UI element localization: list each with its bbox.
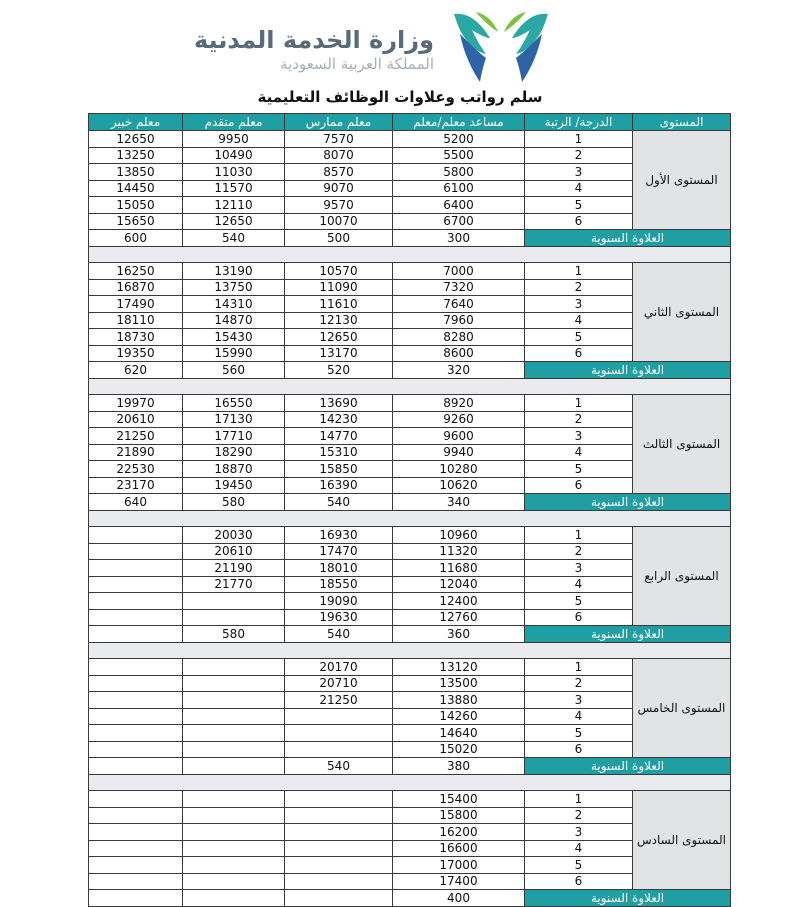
- grade-cell: 2: [525, 807, 633, 824]
- salary-cell: 17130: [183, 411, 285, 428]
- table-row: [89, 791, 731, 808]
- level-separator: [89, 246, 731, 263]
- grade-cell: 5: [525, 593, 633, 610]
- annual-raise-label: العلاوة السنوية: [525, 494, 731, 511]
- salary-cell: [285, 824, 393, 841]
- salary-cell: 11320: [393, 543, 525, 560]
- salary-cell: 15650: [89, 213, 183, 230]
- raise-value-cell: 540: [285, 626, 393, 643]
- raise-value-cell: 560: [183, 362, 285, 379]
- grade-cell: 5: [525, 329, 633, 346]
- salary-cell: 19450: [183, 477, 285, 494]
- column-header: معلم خبير: [89, 114, 183, 131]
- grade-cell: 6: [525, 741, 633, 758]
- raise-value-cell: 520: [285, 362, 393, 379]
- salary-cell: 9070: [285, 180, 393, 197]
- salary-cell: 10620: [393, 477, 525, 494]
- salary-cell: 16250: [89, 263, 183, 280]
- salary-cell: [183, 675, 285, 692]
- salary-cell: [89, 791, 183, 808]
- page-header: [0, 0, 806, 112]
- grade-cell: 5: [525, 461, 633, 478]
- salary-cell: 15800: [393, 807, 525, 824]
- salary-cell: 16200: [393, 824, 525, 841]
- raise-value-cell: [89, 626, 183, 643]
- raise-value-cell: 340: [393, 494, 525, 511]
- salary-cell: 20610: [89, 411, 183, 428]
- raise-value-cell: 620: [89, 362, 183, 379]
- table-row: [89, 263, 731, 280]
- salary-cell: 21190: [183, 560, 285, 577]
- salary-cell: [285, 741, 393, 758]
- salary-cell: 17400: [393, 873, 525, 890]
- salary-cell: 16600: [393, 840, 525, 857]
- salary-cell: 9950: [183, 131, 285, 148]
- salary-cell: 12110: [183, 197, 285, 214]
- annual-raise-row: [89, 362, 731, 379]
- salary-cell: 19350: [89, 345, 183, 362]
- level-name-cell: المستوى الأول: [633, 131, 731, 230]
- separator-cell: [89, 642, 731, 659]
- page-title: سلم رواتب وعلاوات الوظائف التعليمية: [257, 88, 543, 106]
- grade-cell: 4: [525, 180, 633, 197]
- salary-cell: 9940: [393, 444, 525, 461]
- raise-value-cell: [89, 758, 183, 775]
- salary-cell: 18290: [183, 444, 285, 461]
- salary-cell: [89, 576, 183, 593]
- salary-cell: 12130: [285, 312, 393, 329]
- column-header: معلم متقدم: [183, 114, 285, 131]
- raise-value-cell: 580: [183, 626, 285, 643]
- salary-cell: [183, 609, 285, 626]
- salary-cell: 14640: [393, 725, 525, 742]
- salary-cell: 8600: [393, 345, 525, 362]
- salary-cell: 8280: [393, 329, 525, 346]
- grade-cell: 3: [525, 692, 633, 709]
- salary-cell: 14450: [89, 180, 183, 197]
- salary-cell: 8920: [393, 395, 525, 412]
- salary-cell: [89, 560, 183, 577]
- grade-cell: 6: [525, 873, 633, 890]
- annual-raise-label: العلاوة السنوية: [525, 362, 731, 379]
- level-name-cell: المستوى الخامس: [633, 659, 731, 758]
- salary-cell: [285, 708, 393, 725]
- raise-value-cell: 320: [393, 362, 525, 379]
- salary-cell: 9260: [393, 411, 525, 428]
- salary-cell: 14310: [183, 296, 285, 313]
- raise-value-cell: 400: [393, 890, 525, 907]
- salary-cell: [89, 840, 183, 857]
- column-header: الدرجة/ الرتبة: [525, 114, 633, 131]
- salary-cell: 20170: [285, 659, 393, 676]
- raise-value-cell: 540: [285, 494, 393, 511]
- annual-raise-label: العلاوة السنوية: [525, 890, 731, 907]
- grade-cell: 2: [525, 543, 633, 560]
- salary-cell: [183, 725, 285, 742]
- salary-cell: [285, 857, 393, 874]
- salary-cell: 21770: [183, 576, 285, 593]
- salary-cell: 21890: [89, 444, 183, 461]
- salary-cell: 11090: [285, 279, 393, 296]
- salary-cell: 18110: [89, 312, 183, 329]
- salary-cell: 13690: [285, 395, 393, 412]
- salary-cell: 12650: [183, 213, 285, 230]
- salary-cell: 21250: [89, 428, 183, 445]
- salary-cell: 14260: [393, 708, 525, 725]
- salary-cell: [89, 741, 183, 758]
- salary-cell: 17490: [89, 296, 183, 313]
- salary-cell: 15430: [183, 329, 285, 346]
- column-header: مساعد معلم/معلم: [393, 114, 525, 131]
- salary-cell: 15990: [183, 345, 285, 362]
- grade-cell: 1: [525, 131, 633, 148]
- salary-cell: 6700: [393, 213, 525, 230]
- raise-value-cell: 540: [183, 230, 285, 247]
- grade-cell: 1: [525, 395, 633, 412]
- grade-cell: 3: [525, 164, 633, 181]
- grade-cell: 6: [525, 213, 633, 230]
- salary-cell: 19970: [89, 395, 183, 412]
- grade-cell: 5: [525, 857, 633, 874]
- raise-value-cell: 300: [393, 230, 525, 247]
- salary-cell: 12760: [393, 609, 525, 626]
- salary-cell: [89, 725, 183, 742]
- raise-value-cell: [183, 890, 285, 907]
- salary-cell: 8570: [285, 164, 393, 181]
- grade-cell: 4: [525, 840, 633, 857]
- annual-raise-row: [89, 494, 731, 511]
- annual-raise-label: العلاوة السنوية: [525, 758, 731, 775]
- table-row: [89, 131, 731, 148]
- grade-cell: 6: [525, 345, 633, 362]
- salary-cell: [183, 873, 285, 890]
- salary-cell: 13250: [89, 147, 183, 164]
- salary-cell: [89, 675, 183, 692]
- salary-cell: 17710: [183, 428, 285, 445]
- salary-cell: 5800: [393, 164, 525, 181]
- salary-cell: 20030: [183, 527, 285, 544]
- raise-value-cell: [89, 890, 183, 907]
- level-separator: [89, 510, 731, 527]
- grade-cell: 1: [525, 791, 633, 808]
- grade-cell: 3: [525, 560, 633, 577]
- grade-cell: 5: [525, 197, 633, 214]
- salary-cell: [183, 708, 285, 725]
- salary-cell: [183, 824, 285, 841]
- grade-cell: 6: [525, 609, 633, 626]
- salary-cell: [183, 840, 285, 857]
- salary-cell: 13170: [285, 345, 393, 362]
- table-body: [89, 131, 731, 907]
- salary-cell: [89, 807, 183, 824]
- grade-cell: 1: [525, 263, 633, 280]
- ministry-name-block: [194, 26, 434, 74]
- salary-cell: 7000: [393, 263, 525, 280]
- salary-cell: 18010: [285, 560, 393, 577]
- salary-cell: 13120: [393, 659, 525, 676]
- ministry-logo-icon: [446, 8, 556, 86]
- salary-cell: 11570: [183, 180, 285, 197]
- raise-value-cell: 580: [183, 494, 285, 511]
- salary-cell: 15020: [393, 741, 525, 758]
- salary-cell: [89, 824, 183, 841]
- grade-cell: 4: [525, 708, 633, 725]
- level-name-cell: المستوى الرابع: [633, 527, 731, 626]
- salary-cell: 8070: [285, 147, 393, 164]
- salary-cell: 7320: [393, 279, 525, 296]
- salary-cell: [89, 708, 183, 725]
- salary-cell: [89, 857, 183, 874]
- level-separator: [89, 378, 731, 395]
- salary-cell: 15050: [89, 197, 183, 214]
- salary-cell: [183, 692, 285, 709]
- annual-raise-label: العلاوة السنوية: [525, 230, 731, 247]
- ministry-name: وزارة الخدمة المدنية: [193, 26, 434, 54]
- salary-cell: [183, 741, 285, 758]
- salary-cell: 16390: [285, 477, 393, 494]
- salary-cell: 16870: [89, 279, 183, 296]
- salary-cell: [285, 840, 393, 857]
- grade-cell: 6: [525, 477, 633, 494]
- salary-cell: 12650: [285, 329, 393, 346]
- grade-cell: 5: [525, 725, 633, 742]
- salary-cell: [183, 659, 285, 676]
- salary-cell: [183, 593, 285, 610]
- separator-cell: [89, 378, 731, 395]
- salary-cell: 11680: [393, 560, 525, 577]
- annual-raise-label: العلاوة السنوية: [525, 626, 731, 643]
- salary-cell: [285, 791, 393, 808]
- salary-cell: 13190: [183, 263, 285, 280]
- salary-cell: 10570: [285, 263, 393, 280]
- salary-cell: [89, 692, 183, 709]
- salary-cell: [89, 527, 183, 544]
- salary-cell: [89, 609, 183, 626]
- salary-cell: 7640: [393, 296, 525, 313]
- salary-cell: 22530: [89, 461, 183, 478]
- salary-cell: 10070: [285, 213, 393, 230]
- salary-cell: 21250: [285, 692, 393, 709]
- salary-cell: 12040: [393, 576, 525, 593]
- salary-cell: [183, 791, 285, 808]
- raise-value-cell: 380: [393, 758, 525, 775]
- salary-cell: 15310: [285, 444, 393, 461]
- salary-cell: 14230: [285, 411, 393, 428]
- salary-cell: 16550: [183, 395, 285, 412]
- salary-cell: [183, 807, 285, 824]
- grade-cell: 3: [525, 428, 633, 445]
- salary-cell: 12650: [89, 131, 183, 148]
- table-row: [89, 659, 731, 676]
- salary-cell: 17000: [393, 857, 525, 874]
- salary-cell: 11610: [285, 296, 393, 313]
- salary-cell: 15850: [285, 461, 393, 478]
- grade-cell: 2: [525, 675, 633, 692]
- grade-cell: 3: [525, 296, 633, 313]
- salary-cell: 20610: [183, 543, 285, 560]
- salary-cell: [285, 873, 393, 890]
- salary-cell: 9570: [285, 197, 393, 214]
- grade-cell: 3: [525, 824, 633, 841]
- salary-cell: 13850: [89, 164, 183, 181]
- salary-cell: [285, 725, 393, 742]
- separator-cell: [89, 774, 731, 791]
- annual-raise-row: [89, 230, 731, 247]
- raise-value-cell: 640: [89, 494, 183, 511]
- raise-value-cell: 540: [285, 758, 393, 775]
- grade-cell: 2: [525, 147, 633, 164]
- annual-raise-row: [89, 890, 731, 907]
- salary-cell: [285, 807, 393, 824]
- salary-cell: 13880: [393, 692, 525, 709]
- salary-cell: 16930: [285, 527, 393, 544]
- salary-cell: 5200: [393, 131, 525, 148]
- salary-cell: [89, 659, 183, 676]
- country-name: المملكة العربية السعودية: [280, 55, 434, 73]
- raise-value-cell: [285, 890, 393, 907]
- separator-cell: [89, 510, 731, 527]
- grade-cell: 4: [525, 576, 633, 593]
- level-name-cell: المستوى الثاني: [633, 263, 731, 362]
- salary-cell: 6400: [393, 197, 525, 214]
- salary-cell: 9600: [393, 428, 525, 445]
- raise-value-cell: 360: [393, 626, 525, 643]
- salary-cell: [183, 857, 285, 874]
- grade-cell: 4: [525, 444, 633, 461]
- level-name-cell: المستوى الثالث: [633, 395, 731, 494]
- raise-value-cell: 500: [285, 230, 393, 247]
- salary-cell: 19090: [285, 593, 393, 610]
- annual-raise-row: [89, 758, 731, 775]
- grade-cell: 1: [525, 659, 633, 676]
- salary-cell: 10280: [393, 461, 525, 478]
- salary-cell: 23170: [89, 477, 183, 494]
- salary-cell: 17470: [285, 543, 393, 560]
- salary-cell: 7570: [285, 131, 393, 148]
- table-row: [89, 395, 731, 412]
- salary-cell: 5500: [393, 147, 525, 164]
- salary-cell: 18550: [285, 576, 393, 593]
- raise-value-cell: 600: [89, 230, 183, 247]
- level-separator: [89, 774, 731, 791]
- salary-cell: 18730: [89, 329, 183, 346]
- table-row: [89, 527, 731, 544]
- salary-cell: 10960: [393, 527, 525, 544]
- grade-cell: 2: [525, 411, 633, 428]
- salary-cell: 14770: [285, 428, 393, 445]
- salary-cell: 13750: [183, 279, 285, 296]
- level-name-cell: المستوى السادس: [633, 791, 731, 890]
- salary-cell: 14870: [183, 312, 285, 329]
- salary-cell: 20710: [285, 675, 393, 692]
- salary-cell: [89, 873, 183, 890]
- table-header-row: [89, 114, 731, 131]
- salary-cell: 10490: [183, 147, 285, 164]
- salary-cell: 7960: [393, 312, 525, 329]
- salary-cell: 11030: [183, 164, 285, 181]
- salary-cell: [89, 593, 183, 610]
- column-header: معلم ممارس: [285, 114, 393, 131]
- level-separator: [89, 642, 731, 659]
- salary-cell: 18870: [183, 461, 285, 478]
- grade-cell: 2: [525, 279, 633, 296]
- salary-cell: 19630: [285, 609, 393, 626]
- salary-cell: [89, 543, 183, 560]
- grade-cell: 4: [525, 312, 633, 329]
- salary-cell: 15400: [393, 791, 525, 808]
- salary-cell: 13500: [393, 675, 525, 692]
- salary-cell: 12400: [393, 593, 525, 610]
- salary-cell: 6100: [393, 180, 525, 197]
- salary-table: [88, 113, 731, 907]
- column-header: المستوى: [633, 114, 731, 131]
- grade-cell: 1: [525, 527, 633, 544]
- annual-raise-row: [89, 626, 731, 643]
- raise-value-cell: [183, 758, 285, 775]
- separator-cell: [89, 246, 731, 263]
